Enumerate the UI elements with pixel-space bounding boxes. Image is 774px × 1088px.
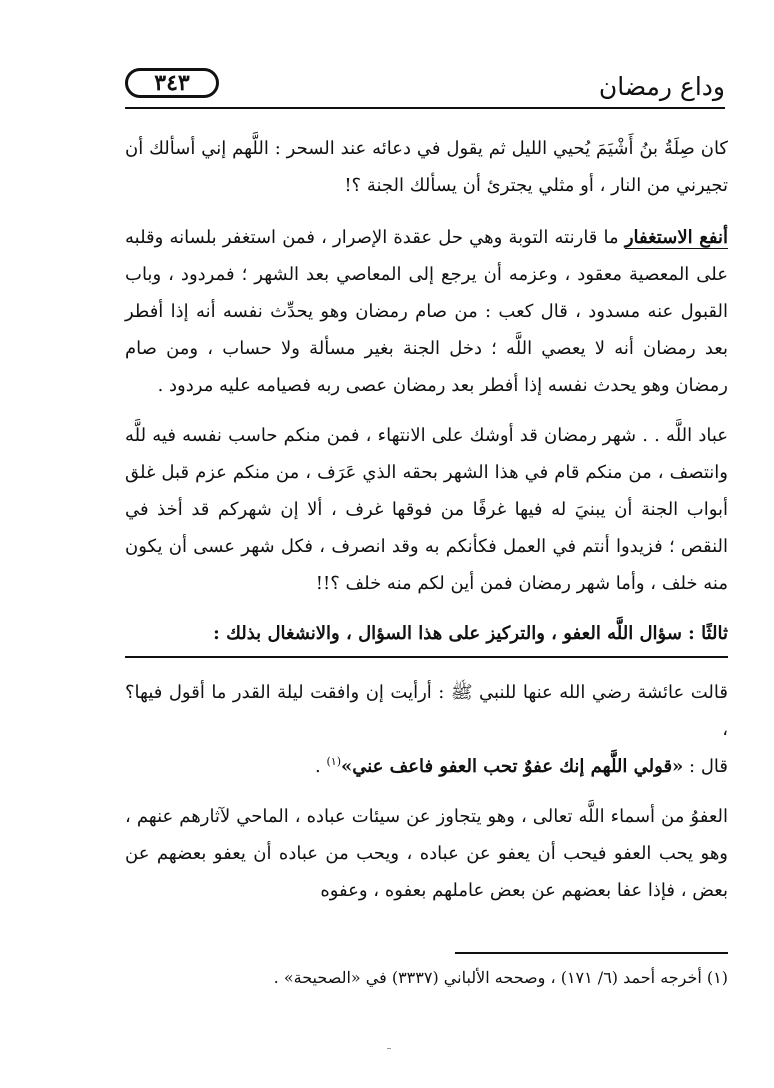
paragraph-4 [125, 674, 728, 785]
paragraph-4-end: . [315, 756, 327, 777]
section-heading: ثالثًا : سؤال اللَّه العفو ، والتركيز على هذا السؤال ، والانشغال بذلك : [125, 615, 728, 658]
footnote-reference[interactable]: (١) [326, 755, 341, 768]
footnote-rule [455, 952, 728, 954]
paragraph-5: العفوُ من أسماء اللَّه تعالى ، وهو يتجاوز عن سيئات عباده ، الماحي لآثارهم عنهم ، وهو يحب العفو فيحب أن يعفو عن عباده ، ويحب من عباده أن يعفو بعضهم عن بعض ، فإذا عفا بعضهم عن بعض عاملهم بعفوه ، وعفوه [125, 806, 729, 901]
hadith-quote: «قولي اللَّهم إنك عفوٌ تحب العفو فاعف عني» [340, 756, 684, 777]
page-edge-mark [387, 1048, 391, 1049]
paragraph-2-lead: أنفع الاستغفار [624, 227, 728, 248]
running-title: وداع رمضان [598, 72, 725, 101]
paragraph-1: كان صِلَةُ بنُ أَشْيَمَ يُحيي الليل ثم يقول في دعائه عند السحر : اللَّهم إني أسألك أن تجيرني من النار ، أو مثلي يجترئ أن يسألك الجنة ؟! [125, 138, 728, 196]
footnote: (١) أخرجه أحمد (٦/ ١٧١) ، وصححه الألباني (٣٣٣٧) في «الصحيحة» . [273, 968, 728, 987]
paragraph-2 [125, 219, 728, 404]
header-rule [125, 107, 725, 109]
page-body [125, 130, 728, 922]
paragraph-3: عباد اللَّه . . شهر رمضان قد أوشك على الانتهاء ، فمن منكم حاسب نفسه فيه للَّه وانتصف ، من منكم قام في هذا الشهر بحقه الذي عَرَف ، من منكم عزم قبل غلق أبواب الجنة أن يبنيَ له فيها غرفًا من فوقها غرف ، ألا إن شهركم قد أخذ في النقص ؛ فزيدوا أنتم في العمل فكأنكم به وقد انصرف ، فكل شهر عسى أن يكون منه خلف ، وأما شهر رمضان فمن أين لكم منه خلف ؟!! [125, 425, 728, 594]
paragraph-4-lead: قال : [683, 756, 728, 777]
page-header [125, 62, 725, 114]
paragraph-4-line-1: قالت عائشة رضي الله عنها للنبي ﷺ : أرأيت إن وافقت ليلة القدر ما أقول فيها؟ ، [125, 682, 728, 740]
page-number-badge: ٣٤٣ [125, 68, 219, 98]
paragraph-2-text: ما قارنته التوبة وهي حل عقدة الإصرار ، فمن استغفر بلسانه وقلبه على المعصية معقود ، وعزمه أن يرجع إلى المعاصي بعد الشهر ؛ فمردود ، وباب القبول عنه مسدود ، قال كعب : من صام رمضان وهو يحدِّث نفسه أنه إذا أفطر بعد رمضان أنه لا يعصي اللَّه ؛ دخل الجنة بغير مسألة ولا حساب ، ومن صام رمضان وهو يحدث نفسه إذا أفطر بعد رمضان عصى ربه فصيامه عليه مردود . [125, 227, 728, 396]
